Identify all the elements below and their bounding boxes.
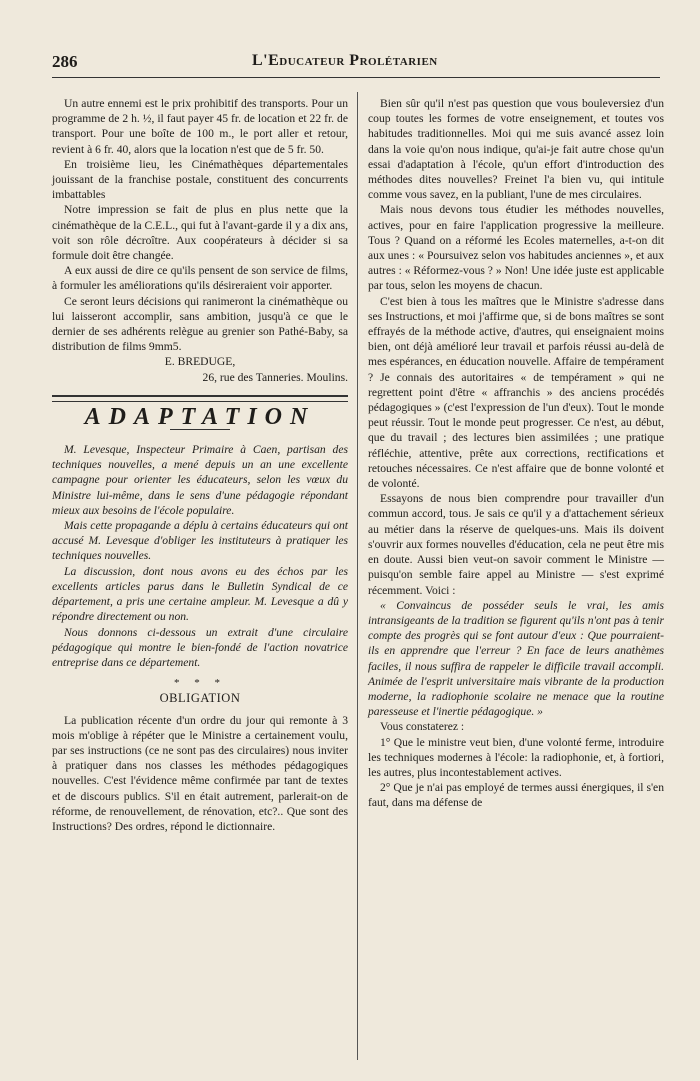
right-paragraph: 1° Que le ministre veut bien, d'une volonté ferme, introduire les techniques modernes à l'école: la radiophonie, et, à fortiori, les autres, plus incontestablement actives. [368,735,664,779]
subheading: OBLIGATION [159,691,241,706]
right-paragraph: Bien sûr qu'il n'est pas question que vous bouleversiez d'un coup toutes les formes de votre enseignement, et toutes vos habitudes traditionnelles. Moi qui me suis avancé assez loin dans la voie qu'on nous indique, qu'ai-je fait autre chose qu'un essai d'adaptation à l'école, qu'un effort d'introduction des méthodes dites nouvelles? Freinet l'a bien vu, qui intitule comme vous savez, en la publiant, l'une de mes circulaires. [368,97,664,202]
right-paragraph: C'est bien à tous les maîtres que le Ministre s'adresse dans ses Instructions, et moi j'affirme que, si de bons maîtres se sont effrayés de la méthode active, d'autres, qui enseignaient moins bien, ont déjà amélioré leur travail et parfois réussi au-delà de mes espérances, en éducation nouvelle. Affaire de tempérament ? Je connais des autoritaires « de tempérament » qui ne regrettent point d'être « affranchis » des anciens procédés pédagogiques » (c'est l'expression de l'un d'eux). Tout le monde peut réussir. Tout le monde peut progresser. Ce n'est, au début, que du travail ; des lectures bien assimilées ; une pratique réfléchie, attentive, prête aux corrections, rectifications et retouches nécessaires. Ce n'est affaire que de bonne volonté et de volonté. [368,294,664,491]
page-header [52,52,660,76]
journal-title: L'Educateur Prolétarien [252,52,438,69]
section-stars: * * * [174,677,226,690]
right-paragraph: Vous constaterez : [380,720,465,734]
section-title: ADAPTATION [84,403,316,430]
left-column [52,96,348,834]
signature-address: 26, rue des Tanneries. Moulins. [202,370,348,384]
left-paragraph: A eux aussi de dire ce qu'ils pensent de son service de films, à formuler les améliorations qu'ils désireraient voir apporter. [52,264,348,293]
left-paragraph: Notre impression se fait de plus en plus nette que la cinémathèque de la C.E.L., qui fut à l'avant-garde il y a dix ans, voit son rôle décroître. Aux coopérateurs à décider si sa formule doit être changée. [52,203,348,263]
intro-block [52,442,348,670]
intro-paragraph: La discussion, dont nous avons eu des échos par les excellents articles parus dans le Bulletin Syndical de ce département, a pris une certaine ampleur. M. Levesque a dû y répondre directement ou non. [52,564,348,624]
body-paragraph: La publication récente d'un ordre du jour qui remonte à 3 mois m'oblige à répéter que le Ministre a certainement voulu, par ses instructions (ce ne sont pas des circulaires) nous inviter à pratiquer dans nos classes les méthodes pédagogiques nouvelles. C'est l'évidence même confirmée par tant de textes et de discours publics. S'il en était autrement, parlerait-on de réforme, de renouvellement, de rénovation, etc?.. Que sont des Instructions? Des ordres, répond le dictionnaire. [52,713,348,833]
section-rule [52,395,348,402]
left-paragraph: En troisième lieu, les Cinémathèques départementales jouissant de la franchise postale, constituent des concurrents imbattables [52,157,348,202]
left-paragraph: Ce seront leurs décisions qui ranimeront la cinémathèque ou lui laisseront accomplir, sans ambition, jusqu'à ce que le dernier de ses adhérents relègue au grenier son Pathé-Baby, sa distribution de films 9mm5. [52,294,348,354]
left-paragraph: Un autre ennemi est le prix prohibitif des transports. Pour un programme de 2 h. ½, il faut payer 45 fr. de location et 22 fr. de transport. Pour une boîte de 100 m., le port aller et retour, revient à 6 fr. 40, alors que la location n'est que de 5 fr. 50. [52,97,348,156]
quotation-paragraph: « Convaincus de posséder seuls le vrai, les amis intransigeants de la tradition se figurent qu'ils n'ont pas à tenir compte des progrès qui se font autour d'eux : Que pourraient-ils en apprendre que l'erreur ? En face de leurs anathèmes faciles, il nous suffira de rappeler le difficile travail accompli. Animée de l'esprit universitaire mais vibrante de la production moderne, la radiophonie scolaire ne menace que la routine paresseuse et l'inertie pédagogique. » [368,598,664,719]
right-paragraph: Essayons de nous bien comprendre pour travailler d'un commun accord, tous. Je sais ce qu'il y a d'attachement sérieux au métier dans la réserve de quelques-uns. Mais ils doivent s'ouvrir aux formes nouvelles d'éducation, cela ne peut être mis en doute. Aussi bien veut-on savoir comment le Ministre — puisqu'on semble faire appel au Ministre — s'est exprimé récemment. Voici : [368,492,664,597]
right-paragraph: 2° Que je n'ai pas employé de termes aussi énergiques, il s'en faut, dans ma défense de [368,781,664,810]
right-paragraph: Mais nous devons tous étudier les méthodes nouvelles, actives, pour en faire l'application progressive la meilleure. Tous ? Quand on a réformé les Ecoles maternelles, a-t-on dit aux unes : « Poursuivez selon vos habitudes anciennes », et aux autres : « Réformez-vous ? » Non! Une idée juste est applicable par tous, selon les moyens de chacun. [368,203,664,293]
intro-paragraph: M. Levesque, Inspecteur Primaire à Caen, partisan des techniques nouvelles, a mené depuis un an une excellente campagne pour orienter les éducateurs, selon les vœux du Ministre lui-même, dans le sens d'une pédagogie répondant mieux aux besoins de l'école populaire. [52,443,348,517]
right-column [368,96,664,811]
page-number: 286 [52,52,78,71]
column-divider [357,92,358,1060]
signature-name: E. BREDUGE, [164,355,236,369]
header-rule [52,77,660,78]
intro-paragraph: Nous donnons ci-dessous un extrait d'une circulaire pédagogique qui montre le bien-fondé de l'action novatrice entreprise dans ce département. [52,625,348,669]
intro-paragraph: Mais cette propagande a déplu à certains éducateurs qui ont accusé M. Levesque d'obliger les instituteurs à pratiquer les techniques nouvelles. [52,519,348,563]
